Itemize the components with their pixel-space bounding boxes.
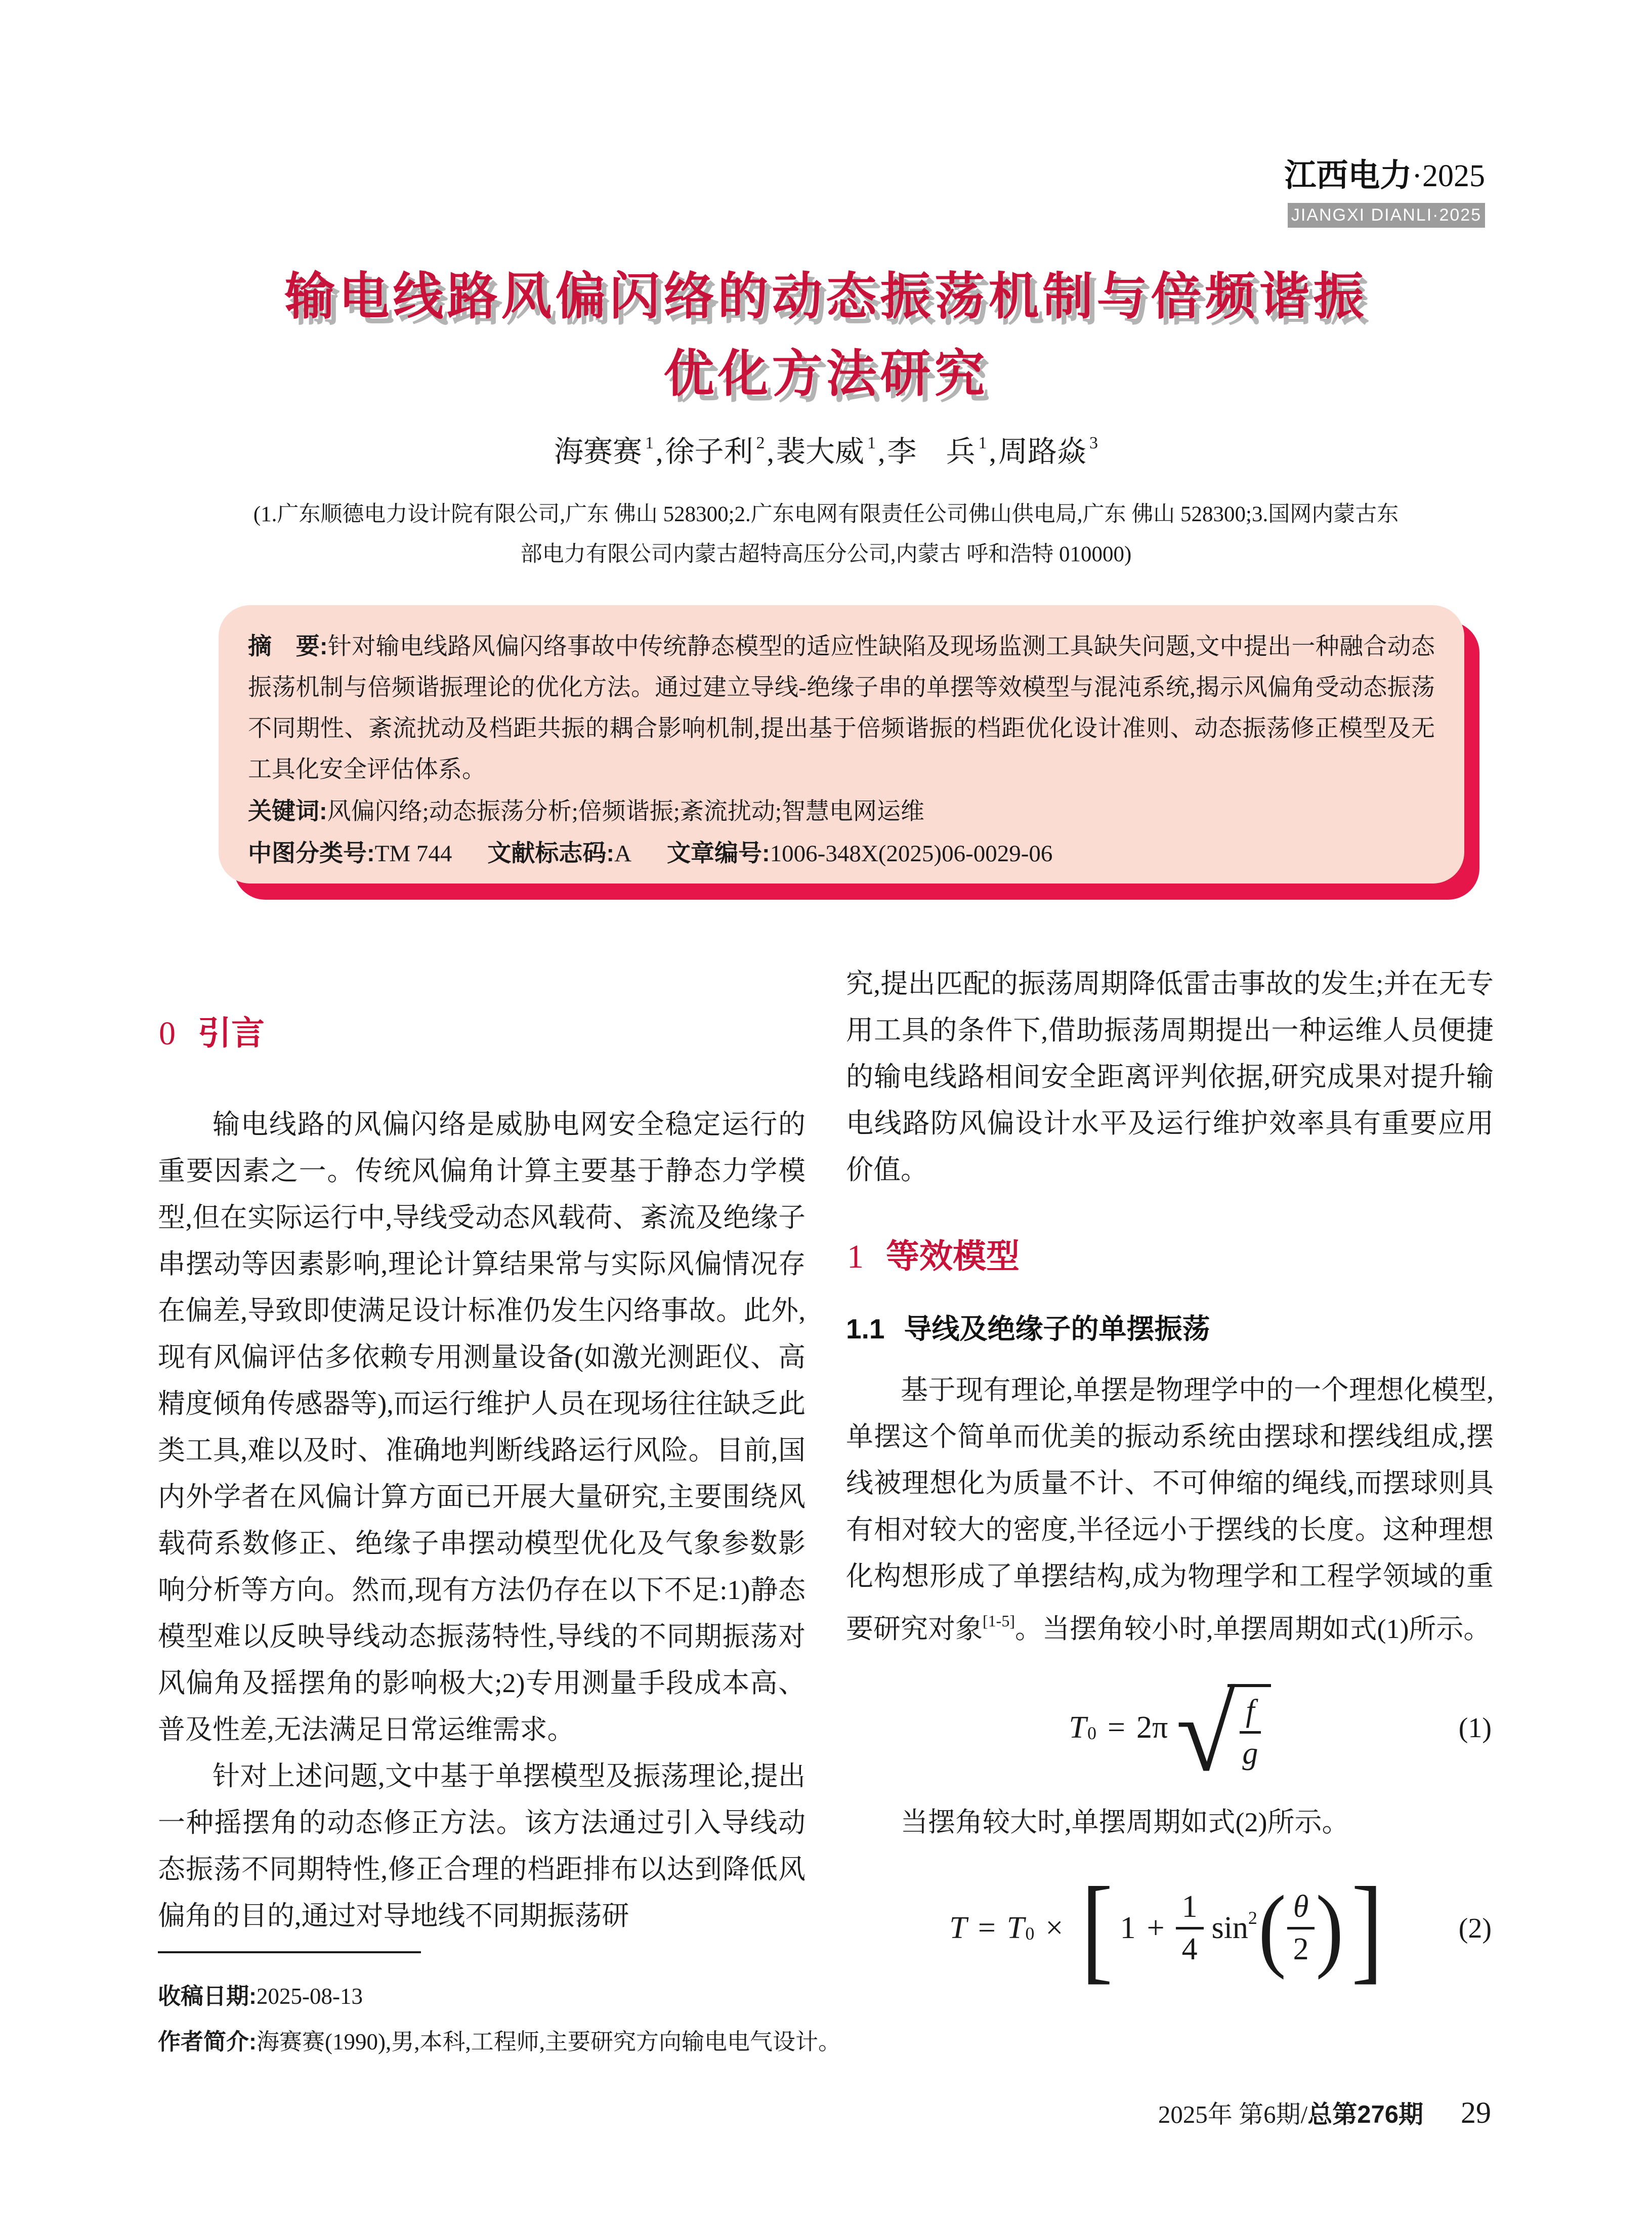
doc-code-value: A	[614, 841, 632, 867]
journal-name-chinese	[1284, 150, 1485, 196]
doc-code-label: 文献标志码:	[487, 839, 615, 866]
clc-value: TM 744	[374, 841, 452, 867]
footnote-divider	[158, 1951, 421, 1953]
keywords-line	[248, 790, 1435, 832]
author: 徐子利 $^2$	[665, 433, 765, 468]
abstract-paragraph	[248, 625, 1435, 790]
author-separator: ,	[878, 435, 885, 468]
intro-paragraph-1: 输电线路的风偏闪络是威胁电网安全稳定运行的重要因素之一。传统风偏角计算主要基于静态力学模型,但在实际运行中,导线受动态风载荷、紊流及绝缘子串摆动等因素影响,理论计算结果常与实际风偏情况存在偏差,导致即使满足设计标准仍发生闪络事故。此外,现有风偏评估多依赖专用测量设备(如激光测距仪、高精度倾角传感器等),而运行维护人员在现场往往缺乏此类工具,难以及时、准确地判断线路运行风险。目前,国内外学者在风偏计算方面已开展大量研究,主要围绕风载荷系数修正、绝缘子串摆动模型优化及气象参数影响分析等方向。然而,现有方法仍存在以下不足:1)静态模型难以反映导线动态振荡特性,导线的不同期振荡对风偏角及摇摆角的影响极大;2)专用测量手段成本高、普及性差,无法满足日常运维需求。	[158, 1109, 806, 1745]
large-angle-paragraph: 当摆角较大时,单摆周期如式(2)所示。	[901, 1807, 1349, 1837]
author: 海赛赛 $^1$	[554, 433, 654, 468]
eq2-variable-T0: T	[1006, 1911, 1025, 1946]
eq2-term-1: 1	[1120, 1911, 1136, 1946]
subsection-number: 1.1	[846, 1313, 885, 1345]
author: 裴大威 $^1$	[776, 433, 876, 468]
square-root	[1176, 1673, 1270, 1794]
page-number: 29	[1461, 2096, 1491, 2129]
article-title-line1: 输电线路风偏闪络的动态振荡机制与倍频谐振	[284, 268, 1368, 325]
intro-paragraph-2: 针对上述问题,文中基于单摆模型及振荡理论,提出一种摇摆角的动态修正方法。该方法通过引入导线动态振荡不同期特性,修正合理的档距排布以达到降低风偏角的目的,通过对导地线不同期振荡研	[158, 1760, 806, 1931]
keywords-text: 风偏闪络;动态振荡分析;倍频谐振;紊流扰动;智慧电网运维	[327, 799, 924, 825]
sine-function: $\sin^2$	[1211, 1908, 1257, 1946]
denominator-4: 4	[1181, 1932, 1198, 1967]
classification-line	[248, 832, 1435, 874]
section-heading-1	[847, 1238, 1494, 1276]
left-column	[158, 1015, 806, 1939]
abstract-text: 针对输电线路风偏闪络事故中传统静态模型的适应性缺陷及现场监测工具缺失问题,文中提出一种融合动态振荡机制与倍频谐振理论的优化方法。通过建立导线-绝缘子串的单摆等效模型与混沌系统,揭示风偏角受动态振荡不同期性、紊流扰动及档距共振的耦合影响机制,提出基于倍频谐振的档距优化设计准则、动态振荡修正模型及无工具化安全评估体系。	[248, 634, 1435, 783]
journal-name-pinyin-bar	[1288, 203, 1485, 228]
abstract-label: 摘 要:	[248, 633, 328, 659]
journal-name-cn-text: 江西电力	[1284, 158, 1412, 193]
section-number: 1	[847, 1238, 864, 1275]
eq1-coefficient: 2π	[1136, 1710, 1168, 1745]
journal-name-pinyin: JIANGXI DIANLI·2025	[1291, 205, 1482, 225]
eq2-variable-T: T	[949, 1911, 967, 1946]
author-list	[0, 428, 1652, 470]
author-bio-value: 海赛赛(1990),男,本科,工程师,主要研究方向输电电气设计。	[257, 2029, 841, 2054]
eq2-subscript-0: 0	[1025, 1923, 1035, 1944]
fraction-f-over-g	[1240, 1693, 1260, 1772]
subsection-title: 导线及绝缘子的单摆振荡	[904, 1313, 1210, 1345]
affiliation-line1: (1.广东顺德电力设计院有限公司,广东 佛山 528300;2.广东电网有限责任公司佛山供电局,广东 佛山 528300;3.国网内蒙古东	[253, 502, 1399, 526]
footer-issue: 2025年 第6期/	[1158, 2101, 1308, 2128]
equation-2-number: (2)	[1458, 1912, 1492, 1944]
author-affil-sup: 2	[756, 433, 765, 452]
received-date-value: 2025-08-13	[257, 1984, 363, 2009]
author-separator: ,	[989, 435, 997, 468]
eq1-equals: =	[1107, 1710, 1125, 1745]
eq2-equals: =	[978, 1911, 996, 1946]
fraction-theta-over-2	[1287, 1889, 1315, 1968]
author-bio-label: 作者简介:	[158, 2029, 257, 2054]
author-bio-line	[158, 2019, 1119, 2065]
equation-1-number: (1)	[1458, 1712, 1492, 1744]
author: 周路焱 $^3$	[998, 433, 1098, 468]
author: 李 兵 $^1$	[887, 433, 987, 468]
article-no-value: 1006-348X(2025)06-0029-06	[770, 841, 1053, 867]
continued-paragraph: 究,提出匹配的振荡周期降低雷击事故的发生;并在无专用工具的条件下,借助振荡周期提出一种运维人员便捷的输电线路相间安全距离评判依据,研究成果对提升输电线路防风偏设计水平及运行维护效率具有重要应用价值。	[846, 969, 1494, 1185]
section-number: 0	[159, 1015, 176, 1052]
author-affil-sup: 3	[1089, 433, 1098, 452]
section-heading-0	[159, 1015, 806, 1053]
numerator-theta: θ	[1287, 1889, 1315, 1929]
author-separator: ,	[655, 435, 663, 468]
section-title: 等效模型	[886, 1237, 1020, 1275]
denominator-2: 2	[1293, 1932, 1309, 1967]
article-no-label: 文章编号:	[667, 839, 770, 866]
section-title: 引言	[198, 1014, 265, 1052]
footer-volume: 总第276期	[1307, 2101, 1423, 2128]
pendulum-paragraph: 基于现有理论,单摆是物理学中的一个理想化模型,单摆这个简单而优美的振动系统由摆球和摆线组成,摆线被理想化为质量不计、不可伸缩的绳线,而摆球则具有相对较大的密度,半径远小于摆线的长度。这种理想化构想形成了单摆结构,成为物理学和工程学领域的重要研究对象[1-5]。当摆角较小时,单摆周期如式(1)所示。	[846, 1374, 1494, 1644]
eq1-subscript-0: 0	[1087, 1723, 1096, 1743]
keywords-label: 关键词:	[248, 797, 327, 824]
author-affil-sup: 1	[645, 433, 654, 452]
eq1-variable-T: T	[1069, 1710, 1086, 1745]
sine-squared-exponent: 2	[1248, 1908, 1257, 1928]
article-title-line2: 优化方法研究	[663, 346, 989, 402]
multiplication-sign: ×	[1045, 1911, 1064, 1946]
plus-sign: +	[1147, 1911, 1165, 1946]
subsection-heading-1-1	[846, 1312, 1494, 1346]
numerator-1: 1	[1176, 1889, 1204, 1929]
citation-ref: [1-5]	[983, 1611, 1015, 1630]
numerator-f: f	[1240, 1693, 1260, 1734]
journal-year: ·2025	[1412, 159, 1485, 193]
equation-2	[846, 1853, 1494, 2004]
author-separator: ,	[767, 435, 774, 468]
author-affil-sup: 1	[978, 433, 987, 452]
fraction-one-quarter	[1176, 1889, 1204, 1968]
equation-1	[846, 1662, 1494, 1794]
affiliation-line2: 部电力有限公司内蒙古超特高压分公司,内蒙古 呼和浩特 010000)	[520, 542, 1132, 566]
received-date-label: 收稿日期:	[158, 1983, 257, 2009]
abstract-box	[219, 605, 1464, 884]
clc-label: 中图分类号:	[248, 839, 375, 866]
right-column	[846, 960, 1494, 2004]
page-footer	[1158, 2095, 1491, 2130]
equation-1-body	[1069, 1673, 1271, 1794]
equation-2-body: T = T $_0$ × [ 1 + $\frac{1}{4}$ $\sin^2$ ( $\frac{\theta}{2}$ ) ]	[949, 1862, 1383, 1994]
author-affil-sup: 1	[867, 433, 876, 452]
radical-sign: √	[1176, 1673, 1236, 1794]
denominator-g: g	[1242, 1736, 1258, 1771]
